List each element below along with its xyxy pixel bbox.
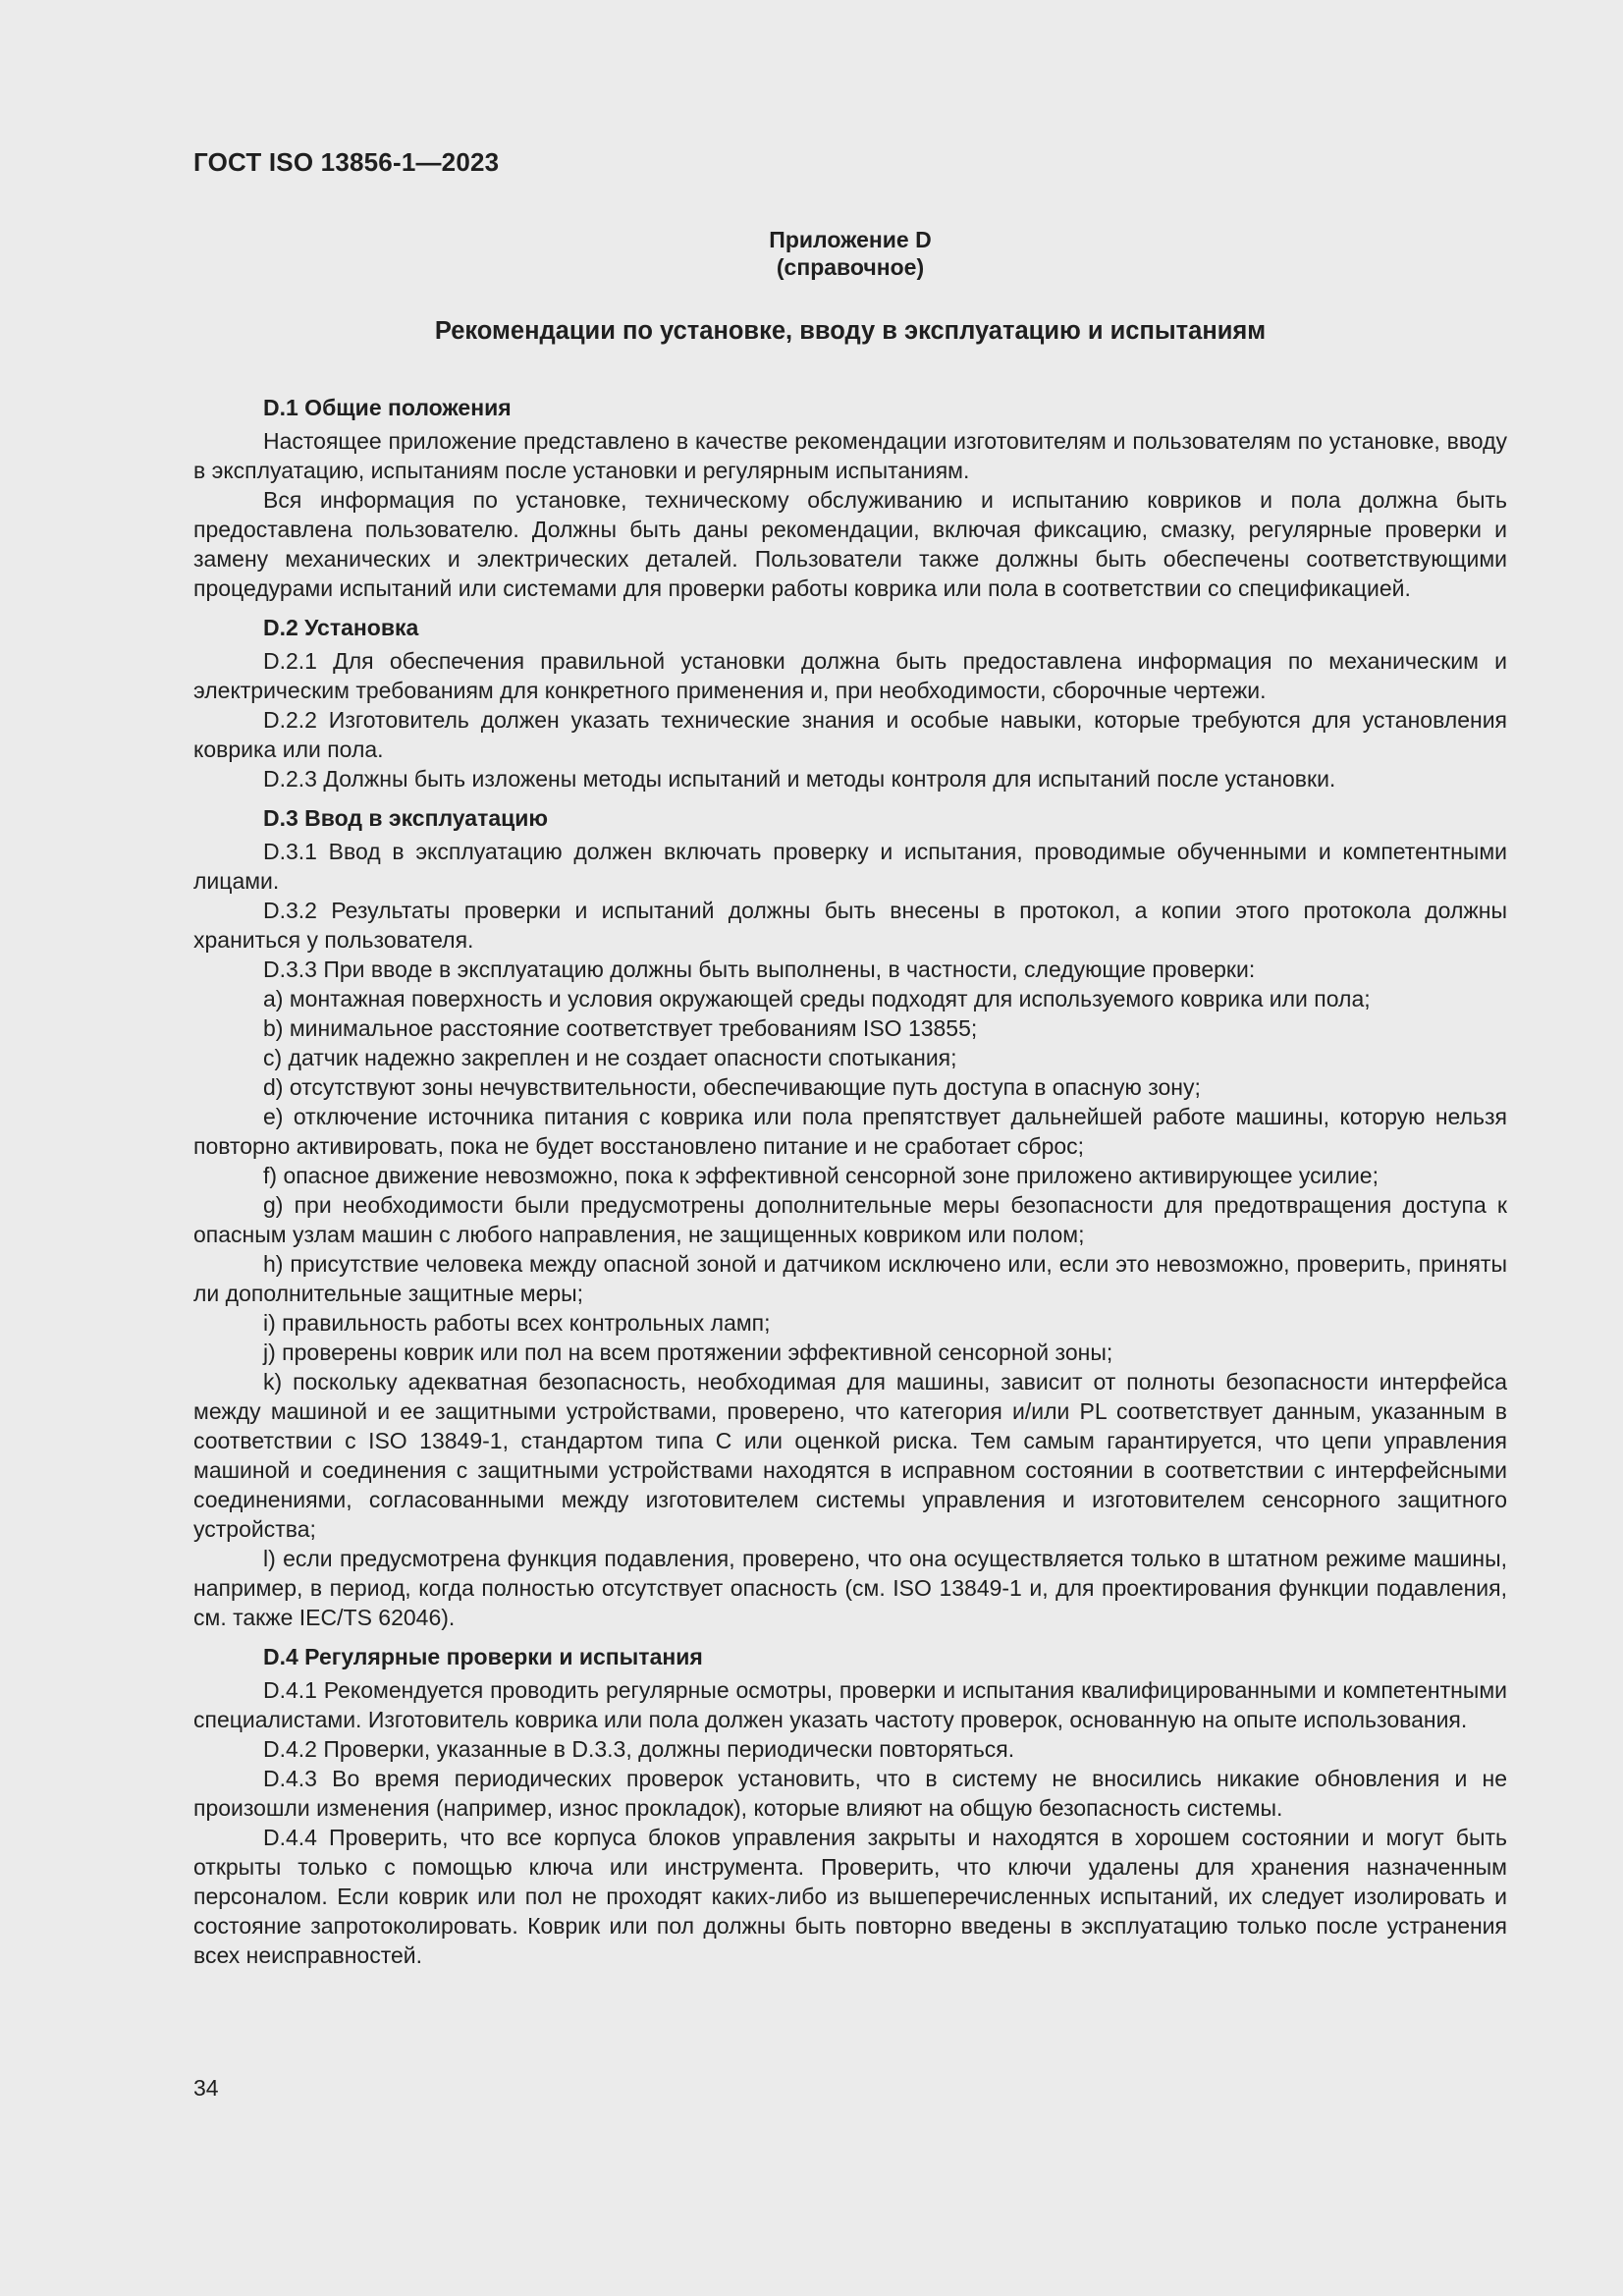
paragraph: i) правильность работы всех контрольных ламп;: [263, 1310, 771, 1336]
paragraph: D.2.3 Должны быть изложены методы испытаний и методы контроля для испытаний после установки.: [263, 766, 1336, 792]
paragraph: D.4.1 Рекомендуется проводить регулярные осмотры, проверки и испытания квалифицированными и компетентными специалистами. Изготовитель коврика или пола должен указать частоту проверок, основанную на опыте использования.: [193, 1677, 1507, 1732]
paragraph: Вся информация по установке, техническому обслуживанию и испытанию ковриков и пола должна быть предоставлена пользователю. Должны быть даны рекомендации, включая фиксацию, смазку, регулярные проверки и замену механических и электрических деталей. Пользователи также должны быть обеспечены соответствующими процедурами испытаний или системами для проверки работы коврика или пола в соответствии со спецификацией.: [193, 487, 1507, 601]
paragraph: D.3.2 Результаты проверки и испытаний должны быть внесены в протокол, а копии этого протокола должны храниться у пользователя.: [193, 898, 1507, 953]
paragraph: c) датчик надежно закреплен и не создает опасности спотыкания;: [263, 1045, 957, 1070]
paragraph: D.3.3 При вводе в эксплуатацию должны быть выполнены, в частности, следующие проверки:: [263, 957, 1256, 982]
paragraph: l) если предусмотрена функция подавления, проверено, что она осуществляется только в штатном режиме машины, например, в период, когда полностью отсутствует опасность (см. ISO 13849-1 и, для проектирования функции подавления, см. также IEC/TS 62046).: [193, 1546, 1507, 1630]
section-heading: D.2 Установка: [263, 615, 419, 640]
paragraph: D.4.4 Проверить, что все корпуса блоков управления закрыты и находятся в хорошем состоянии и могут быть открыты только с помощью ключа или инструмента. Проверить, что ключи удалены для хранения назначенным персоналом. Если коврик или пол не проходят каких-либо из вышеперечисленных испытаний, их следует изолировать и состояние запротоколировать. Коврик или пол должны быть повторно введены в эксплуатацию только после устранения всех неисправностей.: [193, 1825, 1507, 1968]
paragraph: D.2.1 Для обеспечения правильной установки должна быть предоставлена информация по механическим и электрическим требованиям для конкретного применения и, при необходимости, сборочные чертежи.: [193, 648, 1507, 703]
paragraph: b) минимальное расстояние соответствует требованиям ISO 13855;: [263, 1015, 978, 1041]
paragraph: D.4.2 Проверки, указанные в D.3.3, должны периодически повторяться.: [263, 1736, 1015, 1762]
paragraph: h) присутствие человека между опасной зоной и датчиком исключено или, если это невозможно, проверить, приняты ли дополнительные защитные меры;: [193, 1251, 1507, 1306]
annex-line1: Приложение D: [769, 227, 932, 252]
paragraph: a) монтажная поверхность и условия окружающей среды подходят для используемого коврика или пола;: [263, 986, 1371, 1011]
paragraph: k) поскольку адекватная безопасность, необходимая для машины, зависит от полноты безопасности интерфейса между машиной и ее защитными устройствами, проверено, что категория и/или PL соответствует данным, указанным в соответствии с ISO 13849-1, стандартом типа C или оценкой риска. Тем самым гарантируется, что цепи управления машиной и соединения с защитными устройствами находятся в исправном состоянии в соответствии с интерфейсными соединениями, согласованными между изготовителем системы управления и изготовителем сенсорного защитного устройства;: [193, 1369, 1507, 1542]
page-number: 34: [193, 2075, 219, 2101]
paragraph: D.3.1 Ввод в эксплуатацию должен включать проверку и испытания, проводимые обученными и компетентными лицами.: [193, 839, 1507, 894]
annex-title: Рекомендации по установке, вводу в эксплуатацию и испытаниям: [434, 317, 1267, 345]
paragraph: j) проверены коврик или пол на всем протяжении эффективной сенсорной зоны;: [263, 1339, 1113, 1365]
section-heading: D.3 Ввод в эксплуатацию: [263, 805, 549, 831]
annex-line2: (справочное): [776, 254, 925, 280]
section-heading: D.1 Общие положения: [263, 395, 512, 420]
paragraph: g) при необходимости были предусмотрены дополнительные меры безопасности для предотвращения доступа к опасным узлам машин с любого направления, не защищенных ковриком или полом;: [193, 1192, 1507, 1247]
annex-label: [193, 226, 1507, 281]
paragraph: Настоящее приложение представлено в качестве рекомендации изготовителям и пользователям по установке, вводу в эксплуатацию, испытаниям после установки и регулярным испытаниям.: [193, 428, 1507, 483]
paragraph: D.2.2 Изготовитель должен указать технические знания и особые навыки, которые требуются для установления коврика или пола.: [193, 707, 1507, 762]
section-heading: D.4 Регулярные проверки и испытания: [263, 1644, 703, 1669]
paragraph: d) отсутствуют зоны нечувствительности, обеспечивающие путь доступа в опасную зону;: [263, 1074, 1201, 1100]
document-body: [193, 393, 1507, 1970]
paragraph: e) отключение источника питания с коврика или пола препятствует дальнейшей работе машины, которую нельзя повторно активировать, пока не будет восстановлено питание и не сработает сброс;: [193, 1104, 1507, 1159]
paragraph: f) опасное движение невозможно, пока к эффективной сенсорной зоне приложено активирующее усилие;: [263, 1163, 1379, 1188]
paragraph: D.4.3 Во время периодических проверок установить, что в систему не вносились никакие обновления и не произошли изменения (например, износ прокладок), которые влияют на общую безопасность системы.: [193, 1766, 1507, 1821]
standard-header: ГОСТ ISO 13856-1—2023: [193, 147, 500, 177]
